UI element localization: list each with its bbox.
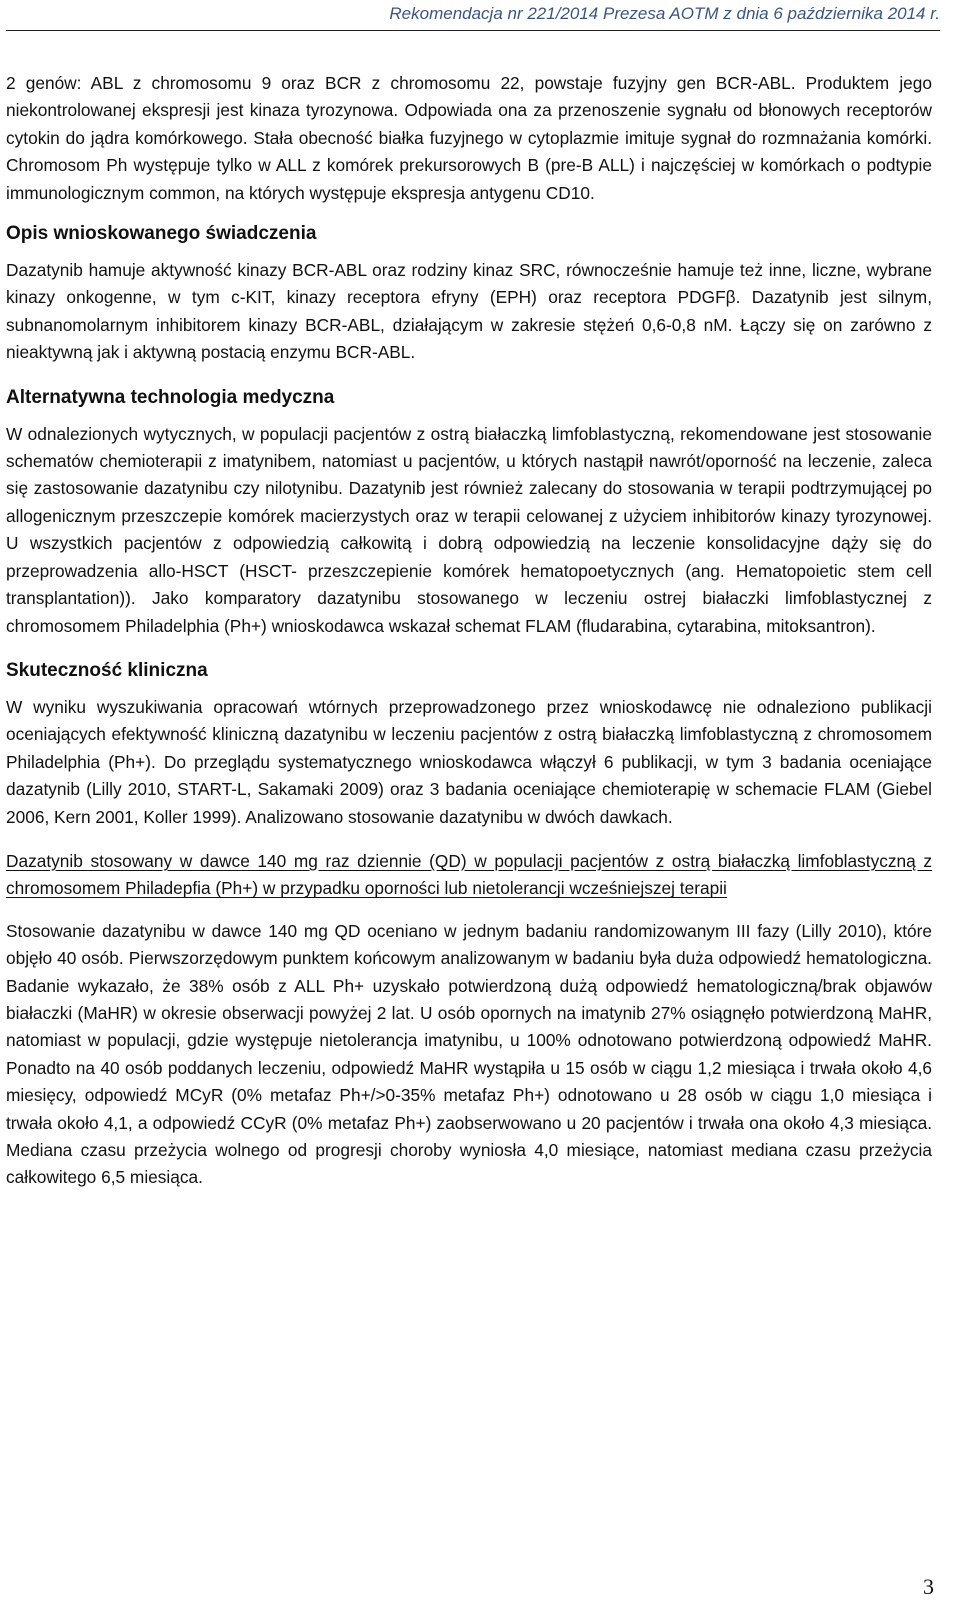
intro-paragraph: 2 genów: ABL z chromosomu 9 oraz BCR z chromosomu 22, powstaje fuzyjny gen BCR-ABL. Produktem jego niekontrolowanej ekspresji jest kinaza tyrozynowa. Odpowiada ona za przenoszenie sygnału od błonowych receptorów cytokin do jądra komórkowego. Stała obecność białka fuzyjnego w cytoplazmie imituje sygnał do rozmnażania komórki. Chromosom Ph występuje tylko w ALL z komórek prekursorowych B (pre-B ALL) i najczęściej w komórkach o podtypie immunologicznym common, na których występuje ekspresja antygenu CD10. (6, 73, 932, 203)
section-paragraph-skutecznosc: W wyniku wyszukiwania opracowań wtórnych przeprowadzonego przez wnioskodawcę nie odnaleziono publikacji oceniających efektywność kliniczną dazatynibu w leczeniu pacjentów z ostrą białaczką limfoblastyczną z chromosomem Philadelphia (Ph+). Do przeglądu systematycznego wnioskodawca włączył 6 publikacji, w tym 3 badania oceniające dazatynib (Lilly 2010, START-L, Sakamaki 2009) oraz 3 badania oceniające chemioterapię w schemacie FLAM (Giebel 2006, Kern 2001, Koller 1999). Analizowano stosowanie dazatynibu w dwóch dawkach. (6, 696, 932, 827)
section-heading-skutecznosc: Skuteczność kliniczna (6, 659, 208, 681)
section-heading-opis: Opis wnioskowanego świadczenia (6, 223, 317, 245)
running-header: Rekomendacja nr 221/2014 Prezesa AOTM z dnia 6 października 2014 r. (389, 4, 940, 23)
page-content (6, 70, 932, 1192)
section-paragraph-skutecznosc-dose: Stosowanie dazatynibu w dawce 140 mg QD oceniano w jednym badaniu randomizowanym III fazy (Lilly 2010), które objęło 40 osób. Pierwszorzędowym punktem końcowym analizowanym w badaniu była duża odpowiedź hematologiczna. Badanie wykazało, że 38% osób z ALL Ph+ uzyskało potwierdzoną dużą odpowiedź hematologiczną/brak objawów białaczki (MaHR) w okresie obserwacji powyżej 2 lat. U osób opornych na imatynib 27% osiągnęło potwierdzoną MaHR, natomiast w populacji, gdzie występuje nietolerancja imatynibu, u 100% odnotowano potwierdzoną odpowiedź MaHR. Ponadto na 40 osób poddanych leczeniu, odpowiedź MaHR wystąpiła u 15 osób w ciągu 1,2 miesiąca i trwała około 4,6 miesięcy, odpowiedź MCyR (0% metafaz Ph+/>0-35% metafaz Ph+) odnotowano u 28 osób w ciągu 1,0 miesiąca i trwała około 4,1, a odpowiedź CCyR (0% metafaz Ph+) zaobserwowano u 20 pacjentów i trwała ona około 4,3 miesiąca. Mediana czasu przeżycia wolnego od progresji choroby wyniosła 4,0 miesiące, natomiast mediana czasu przeżycia całkowitego 6,5 miesiąca. (6, 920, 932, 1188)
page-number: 3 (923, 1574, 934, 1599)
section-paragraph-opis: Dazatynib hamuje aktywność kinazy BCR-ABL oraz rodziny kinaz SRC, równocześnie hamuje też inne, liczne, wybrane kinazy onkogenne, w tym c-KIT, kinazy receptora efryny (EPH) oraz receptora PDGFβ. Dazatynib jest silnym, subnanomolarnym inhibitorem kinazy BCR-ABL, działającym w zakresie stężeń 0,6-0,8 nM. Łączy się on zarówno z nieaktywną jak i aktywną postacią enzymu BCR-ABL. (6, 260, 932, 363)
underlined-subheading: Dazatynib stosowany w dawce 140 mg raz dziennie (QD) w populacji pacjentów z ostrą białaczką limfoblastyczną z chromosomem Philadepfia (Ph+) w przypadku oporności lub nietolerancji wcześniejszej terapii (6, 850, 932, 899)
section-heading-alternatywna: Alternatywna technologia medyczna (6, 386, 335, 408)
header-divider (6, 30, 940, 31)
section-paragraph-alternatywna: W odnalezionych wytycznych, w populacji pacjentów z ostrą białaczką limfoblastyczną, rekomendowane jest stosowanie schematów chemioterapii z imatynibem, natomiast u pacjentów, u których nastąpił nawrót/oporność na leczenie, zaleca się zastosowanie dazatynibu czy nilotynibu. Dazatynib jest również zalecany do stosowania w terapii podtrzymującej po allogenicznym przeszczepie komórek macierzystych oraz w terapii celowanej z użyciem inhibitorów kinazy tyrozynowej. U wszystkich pacjentów z odpowiedzią całkowitą i dobrą odpowiedzią na leczenie konsolidacyjne dąży się do przeprowadzenia allo-HSCT (HSCT- przeszczepienie komórek hematopoetycznych (ang. Hematopoietic stem cell transplantation)). Jako komparatory dazatynibu stosowanego w leczeniu ostrej białaczki limfoblastycznej z chromosomem Philadelphia (Ph+) wnioskodawca wskazał schemat FLAM (fludarabina, cytarabina, mitoksantron). (6, 423, 932, 636)
